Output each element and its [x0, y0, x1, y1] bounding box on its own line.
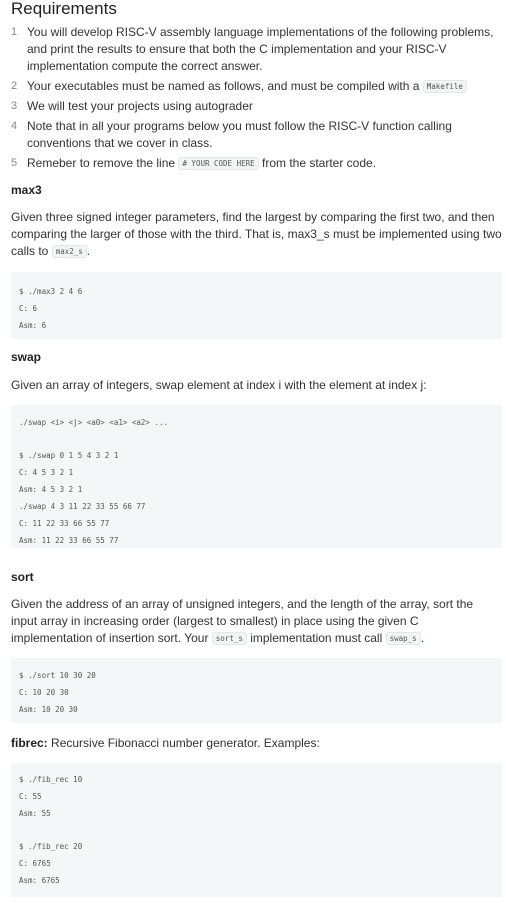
swap-description: Given an array of integers, swap element at index i with the element at index j: [11, 378, 427, 392]
sort-description [11, 596, 502, 647]
section-heading-fibrec: fibrec: [11, 736, 48, 750]
list-item-text: We will test your projects using autograder [27, 99, 253, 113]
page-title: Requirements [11, 0, 117, 18]
code-block-swap: $ ./swap 0 1 5 4 3 2 1 C: 4 5 3 2 1 Asm: 4 5 3 2 1 ./swap 4 3 11 22 33 55 66 77 C: 11 22 33 66 55 77 Asm: 11 22 33 66 55 77 [11, 447, 502, 548]
description-text: Given three signed integer parameters, find the largest by comparing the first two, and then comparing the larger of those with the third. That is, max3_s must be implemented using two calls to [11, 210, 502, 258]
description-text: . [86, 244, 91, 258]
inline-code: max2_s [52, 245, 87, 258]
inline-code: swap_s [386, 632, 421, 645]
section-heading-swap: swap [11, 350, 42, 364]
inline-code: # YOUR CODE HERE [178, 157, 258, 170]
list-item [11, 78, 502, 95]
list-item [11, 118, 502, 152]
list-number: 5 [11, 157, 18, 169]
fibrec-description [11, 735, 502, 752]
list-number: 4 [11, 120, 18, 132]
list-item-text: from the starter code. [258, 156, 377, 170]
code-block-fibrec-20: $ ./fib_rec 20 C: 6765 Asm: 6765 [19, 842, 83, 885]
list-number: 2 [11, 80, 18, 92]
code-block-swap-usage: ./swap <i> <j> <a0> <a1> <a2> ... [11, 405, 502, 456]
list-item-text: Your executables must be named as follows, and must be compiled with a [27, 79, 423, 93]
list-item-text: Note that in all your programs below you must follow the RISC-V function calling conventions that we cover in class. [27, 119, 452, 150]
code-block-sort: $ ./sort 10 30 20 C: 10 20 30 Asm: 10 20 30 [11, 658, 502, 723]
section-heading-max3: max3 [11, 183, 42, 197]
list-item [11, 98, 502, 115]
code-block-fibrec [11, 763, 502, 897]
code-block-fibrec-10: $ ./fib_rec 10 C: 55 Asm: 55 [19, 775, 83, 818]
list-number: 1 [11, 26, 18, 38]
list-number: 3 [11, 100, 18, 112]
list-item-text: Remeber to remove the line [27, 156, 179, 170]
section-heading-sort: sort [11, 570, 34, 584]
description-text: Recursive Fibonacci number generator. Examples: [47, 736, 320, 750]
description-text: Given the address of an array of unsigned integers, and the length of the array, sort the input array in increasing order (largest to smallest) in place using the given C implementation of insertion sort. Your [11, 597, 474, 645]
code-block-max3: $ ./max3 2 4 6 C: 6 Asm: 6 [11, 272, 502, 339]
list-item [11, 24, 502, 75]
inline-code: sort_s [212, 632, 247, 645]
list-item [11, 155, 502, 172]
description-text: implementation must call [246, 631, 386, 645]
requirements-list [11, 24, 502, 172]
list-item-text: You will develop RISC-V assembly language implementations of the following problems, and print the results to ensure that both the C implementation and your RISC-V implementation compute the correct answer. [27, 25, 494, 73]
inline-code: Makefile [423, 80, 467, 93]
description-text: . [420, 631, 425, 645]
max3-description [11, 209, 502, 260]
